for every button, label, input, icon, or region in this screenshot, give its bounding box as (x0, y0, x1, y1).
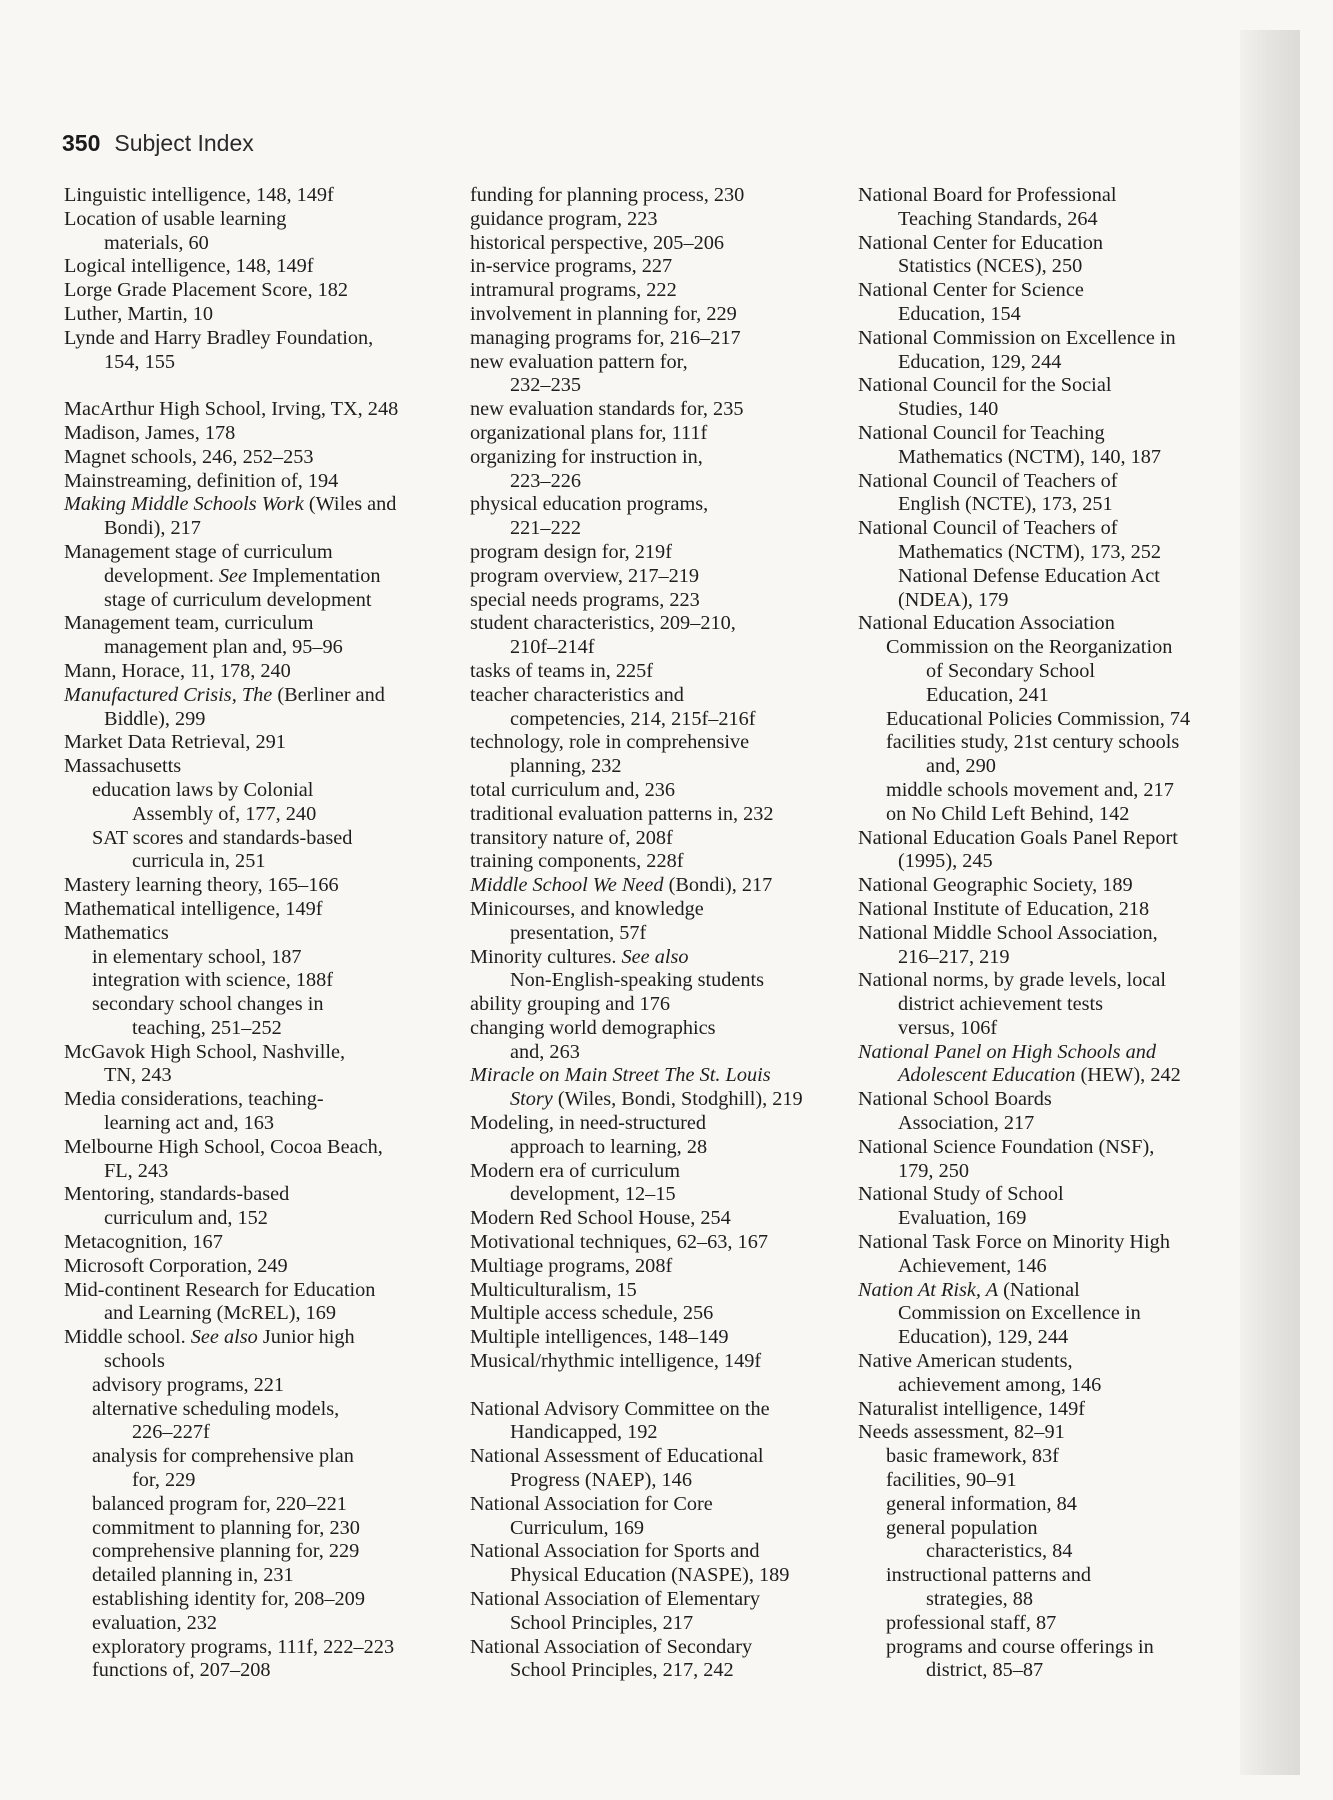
index-entry: Multiculturalism, 15 (470, 1278, 637, 1301)
index-subentry: facilities, 90–91 (886, 1469, 1017, 1492)
index-subentry: programs and course offerings in district, 85–87 (886, 1635, 1154, 1682)
index-subentry: general information, 84 (886, 1492, 1077, 1515)
index-subentry: SAT scores and standards-based curricula in, 251 (92, 826, 353, 873)
index-entry: Modern era of curriculum development, 12–15 (470, 1159, 681, 1206)
index-entry: tasks of teams in, 225f (470, 659, 654, 682)
index-entry: Middle school. See also Junior high schools (64, 1326, 355, 1373)
page-number: 350 (62, 130, 101, 156)
index-entry: National Science Foundation (NSF), 179, 250 (858, 1135, 1155, 1182)
index-entry: National Association of Elementary School Principles, 217 (470, 1588, 761, 1634)
index-entry: National Commission on Excellence in Education, 129, 244 (858, 326, 1176, 373)
index-entry: Logical intelligence, 148, 149f (64, 255, 314, 278)
index-subentry: establishing identity for, 208–209 (92, 1588, 365, 1611)
index-subentry: integration with science, 188f (92, 969, 334, 992)
index-entry: in-service programs, 227 (470, 255, 673, 278)
index-entry: Massachusetts (64, 755, 182, 778)
index-entry: National Study of School Evaluation, 169 (858, 1183, 1064, 1230)
index-entry: teacher characteristics and competencies, 214, 215f–216f (470, 683, 756, 730)
index-entry: National Center for Science Education, 154 (858, 279, 1084, 325)
index-entry: National Task Force on Minority High Achievement, 146 (858, 1231, 1170, 1277)
index-entry: Luther, Martin, 10 (64, 302, 214, 325)
index-entry: program design for, 219f (470, 540, 672, 563)
index-subentry: advisory programs, 221 (92, 1373, 285, 1396)
index-entry: Modern Red School House, 254 (470, 1207, 731, 1230)
index-entry: Mathematical intelligence, 149f (64, 897, 323, 920)
index-entry: Multiple intelligences, 148–149 (470, 1326, 729, 1349)
index-entry: technology, role in comprehensive planning, 232 (470, 731, 750, 778)
index-entry: Management stage of curriculum development. See Implementation stage of curriculum development (64, 540, 381, 611)
index-entry: National Center for Education Statistics (NCES), 250 (858, 231, 1103, 278)
index-entry: National Association for Sports and Physical Education (NASPE), 189 (470, 1540, 790, 1587)
index-entry: Mid-continent Research for Education and Learning (McREL), 169 (64, 1278, 376, 1325)
index-entry: Lynde and Harry Bradley Foundation, 154, 155 (64, 326, 374, 373)
index-entry: Mastery learning theory, 165–166 (64, 874, 339, 897)
index-entry: program overview, 217–219 (470, 564, 700, 587)
index-entry: special needs programs, 223 (470, 588, 700, 611)
index-entry: Mann, Horace, 11, 178, 240 (64, 659, 291, 682)
index-entry: Minicourses, and knowledge presentation, 57f (470, 897, 704, 944)
index-entry: National Middle School Association, 216–217, 219 (858, 921, 1158, 968)
index-subentry: on No Child Left Behind, 142 (886, 802, 1130, 825)
index-entry: new evaluation pattern for, 232–235 (470, 350, 688, 397)
index-entry: Modeling, in need-structured approach to learning, 28 (470, 1112, 708, 1158)
index-entry: Multiage programs, 208f (470, 1254, 673, 1277)
index-subentry: facilities study, 21st century schools and, 290 (886, 731, 1180, 778)
index-entry: ability grouping and 176 (470, 993, 670, 1016)
index-entry: Melbourne High School, Cocoa Beach, FL, 243 (64, 1135, 383, 1182)
index-subentry: functions of, 207–208 (92, 1659, 271, 1682)
index-entry: Native American students, achievement among, 146 (858, 1350, 1102, 1396)
index-subentry: exploratory programs, 111f, 222–223 (92, 1635, 395, 1658)
index-entry: National Council for the Social Studies, 140 (858, 374, 1112, 421)
index-entry: National School Boards Association, 217 (858, 1088, 1052, 1135)
index-entry: Mainstreaming, definition of, 194 (64, 469, 339, 492)
index-entry: Location of usable learning materials, 60 (64, 207, 287, 254)
index-entry: National norms, by grade levels, local district achievement tests versus, 106f (858, 969, 1167, 1039)
index-entry: Metacognition, 167 (64, 1231, 223, 1254)
index-entry: funding for planning process, 230 (470, 184, 745, 206)
index-entry: Linguistic intelligence, 148, 149f (64, 184, 334, 206)
index-entry: Microsoft Corporation, 249 (64, 1254, 288, 1277)
index-entry: student characteristics, 209–210, 210f–214f (470, 612, 736, 659)
index-entry: MacArthur High School, Irving, TX, 248 (64, 398, 399, 421)
index-column-1 (64, 184, 464, 1683)
index-entry: total curriculum and, 236 (470, 778, 676, 801)
index-entry: National Advisory Committee on the Handicapped, 192 (470, 1397, 770, 1444)
index-entry: traditional evaluation patterns in, 232 (470, 802, 774, 825)
index-subentry: basic framework, 83f (886, 1445, 1059, 1468)
index-subentry: commitment to planning for, 230 (92, 1516, 360, 1539)
index-entry: organizing for instruction in, 223–226 (470, 445, 703, 492)
index-subentry: detailed planning in, 231 (92, 1564, 294, 1587)
index-entry: Mentoring, standards-based curriculum and, 152 (64, 1183, 290, 1230)
index-entry: Nation At Risk, A (National Commission on Excellence in Education), 129, 244 (858, 1278, 1141, 1349)
index-entry: Magnet schools, 246, 252–253 (64, 445, 314, 468)
index-entry: organizational plans for, 111f (470, 421, 708, 444)
index-subentry: secondary school changes in teaching, 251–252 (92, 993, 324, 1039)
index-entry: managing programs for, 216–217 (470, 326, 741, 349)
index-entry: Lorge Grade Placement Score, 182 (64, 279, 349, 302)
index-entry: historical perspective, 205–206 (470, 231, 725, 254)
index-subentry: Educational Policies Commission, 74 (886, 707, 1191, 730)
index-entry: guidance program, 223 (470, 207, 658, 230)
index-entry: physical education programs, 221–222 (470, 493, 709, 540)
index-subentry: education laws by Colonial Assembly of, 177, 240 (92, 778, 317, 825)
index-column-3 (858, 184, 1242, 1683)
index-entry: Miracle on Main Street The St. Louis Story (Wiles, Bondi, Stodghill), 219 (470, 1064, 803, 1111)
index-entry: Management team, curriculum management plan and, 95–96 (64, 612, 343, 659)
index-subentry: general population characteristics, 84 (886, 1516, 1073, 1563)
index-entry: National Board for Professional Teaching Standards, 264 (858, 184, 1117, 230)
index-subentry: comprehensive planning for, 229 (92, 1540, 360, 1563)
running-head: Subject Index (114, 130, 254, 156)
index-subentry: balanced program for, 220–221 (92, 1492, 347, 1515)
index-subentry: alternative scheduling models, 226–227f (92, 1397, 340, 1444)
index-entry: McGavok High School, Nashville, TN, 243 (64, 1040, 346, 1087)
index-subentry: instructional patterns and strategies, 88 (886, 1564, 1092, 1611)
index-column-2 (470, 184, 850, 1683)
index-entry: transitory nature of, 208f (470, 826, 673, 849)
index-entry: National Council of Teachers of English (NCTE), 173, 251 (858, 469, 1118, 516)
index-entry: Needs assessment, 82–91 (858, 1421, 1065, 1444)
index-entry: National Association of Secondary School Principles, 217, 242 (470, 1635, 753, 1682)
index-entry: National Council of Teachers of Mathematics (NCTM), 173, 252 National Defense Education Act (NDEA), 179 (858, 517, 1162, 611)
index-entry: Naturalist intelligence, 149f (858, 1397, 1085, 1420)
index-entry: Middle School We Need (Bondi), 217 (470, 874, 773, 897)
index-entry: Mathematics (64, 921, 169, 944)
index-entry: Minority cultures. See also Non-English-speaking students (470, 945, 765, 992)
index-entry: Musical/rhythmic intelligence, 149f (470, 1350, 762, 1373)
index-entry: changing world demographics and, 263 (470, 1016, 716, 1063)
index-entry: National Panel on High Schools and Adolescent Education (HEW), 242 (858, 1040, 1181, 1087)
index-entry: Madison, James, 178 (64, 421, 236, 444)
index-subentry: in elementary school, 187 (92, 945, 302, 968)
page-gutter-shadow (1240, 30, 1300, 1775)
index-entry: National Education Association (858, 612, 1115, 635)
index-entry: intramural programs, 222 (470, 279, 677, 302)
page-header (62, 130, 254, 164)
index-entry: National Geographic Society, 189 (858, 874, 1133, 897)
index-entry: Media considerations, teaching- learning act and, 163 (64, 1088, 324, 1135)
index-entry: Making Middle Schools Work (Wiles and Bondi), 217 (64, 493, 397, 540)
index-subentry: evaluation, 232 (92, 1611, 218, 1634)
index-entry: National Education Goals Panel Report (1995), 245 (858, 826, 1178, 873)
index-subentry: professional staff, 87 (886, 1611, 1057, 1634)
index-entry: National Assessment of Educational Progress (NAEP), 146 (470, 1445, 764, 1492)
index-entry: National Council for Teaching Mathematics (NCTM), 140, 187 (858, 421, 1162, 468)
index-entry: National Association for Core Curriculum, 169 (470, 1492, 713, 1539)
index-entry: training components, 228f (470, 850, 684, 873)
index-entry: Multiple access schedule, 256 (470, 1302, 714, 1325)
index-entry: involvement in planning for, 229 (470, 302, 737, 325)
index-entry: National Institute of Education, 218 (858, 897, 1150, 920)
index-entry: Manufactured Crisis, The (Berliner and Biddle), 299 (64, 683, 385, 730)
index-subentry: Commission on the Reorganization of Secondary School Education, 241 (886, 636, 1173, 706)
index-entry: new evaluation standards for, 235 (470, 398, 744, 421)
index-entry: Market Data Retrieval, 291 (64, 731, 286, 754)
index-subentry: middle schools movement and, 217 (886, 778, 1174, 801)
index-subentry: analysis for comprehensive plan for, 229 (92, 1445, 354, 1492)
index-entry: Motivational techniques, 62–63, 167 (470, 1231, 768, 1254)
